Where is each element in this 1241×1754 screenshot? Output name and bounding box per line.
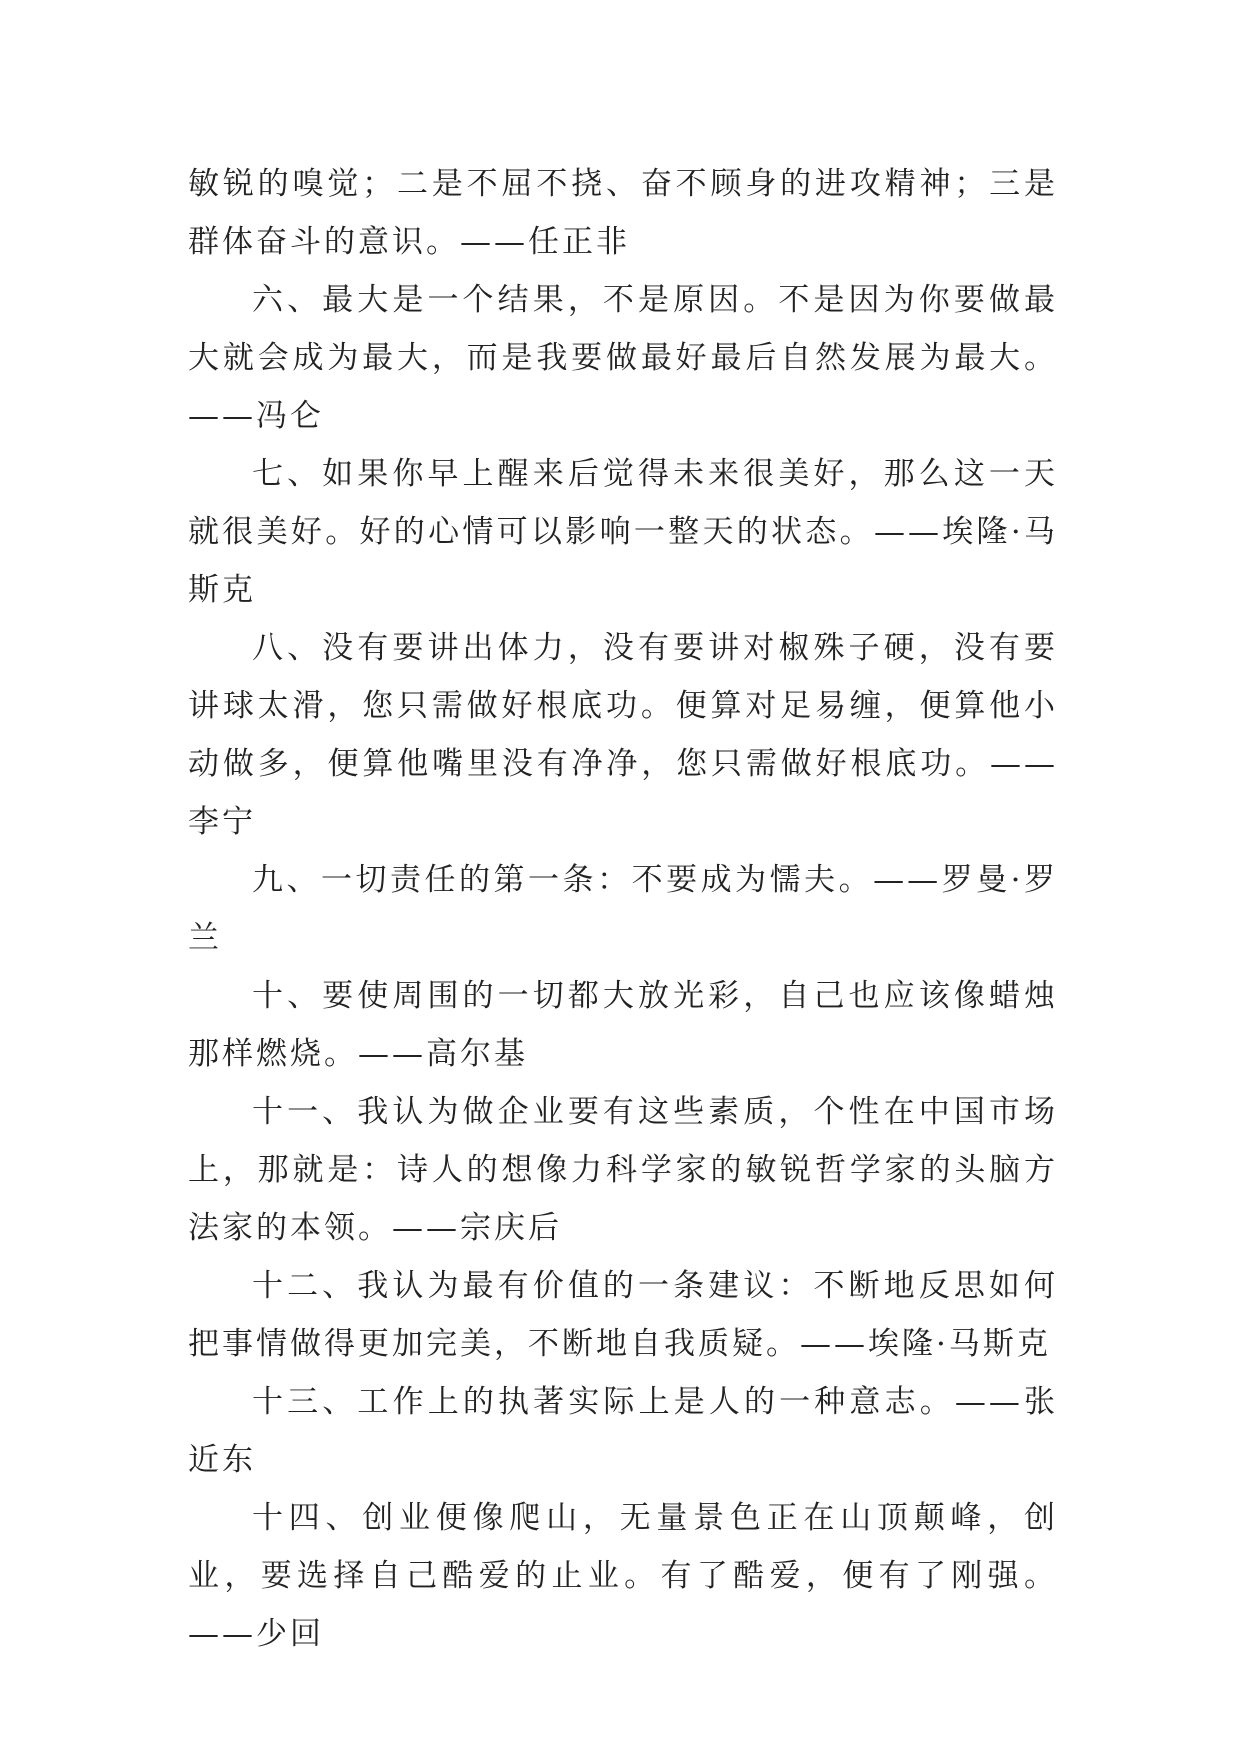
paragraph-quote-14: 十四、创业便像爬山，无量景色正在山顶颠峰，创业，要选择自己酷爱的止业。有了酷爱，便有了刚强。——少回 <box>188 1500 1058 1652</box>
paragraph-quote-13: 十三、工作上的执著实际上是人的一种意志。——张近东 <box>188 1384 1058 1478</box>
paragraph-quote-7: 七、如果你早上醒来后觉得未来很美好，那么这一天就很美好。好的心情可以影响一整天的状态。——埃隆·马斯克 <box>188 456 1058 608</box>
paragraph-quote-9: 九、一切责任的第一条：不要成为懦夫。——罗曼·罗兰 <box>188 862 1058 956</box>
document-body <box>188 155 1058 1663</box>
paragraph-quote-12: 十二、我认为最有价值的一条建议：不断地反思如何把事情做得更加完美，不断地自我质疑。——埃隆·马斯克 <box>188 1268 1058 1362</box>
paragraph-continuation: 敏锐的嗅觉；二是不屈不挠、奋不顾身的进攻精神；三是群体奋斗的意识。——任正非 <box>188 166 1058 260</box>
paragraph-quote-11: 十一、我认为做企业要有这些素质，个性在中国市场上，那就是：诗人的想像力科学家的敏锐哲学家的头脑方法家的本领。——宗庆后 <box>188 1094 1058 1246</box>
paragraph-quote-6: 六、最大是一个结果，不是原因。不是因为你要做最大就会成为最大，而是我要做最好最后自然发展为最大。——冯仑 <box>188 282 1058 434</box>
paragraph-quote-8: 八、没有要讲出体力，没有要讲对椒殊子硬，没有要讲球太滑，您只需做好根底功。便算对足易缠，便算他小动做多，便算他嘴里没有净净，您只需做好根底功。——李宁 <box>188 630 1058 840</box>
paragraph-quote-10: 十、要使周围的一切都大放光彩，自己也应该像蜡烛那样燃烧。——高尔基 <box>188 978 1058 1072</box>
